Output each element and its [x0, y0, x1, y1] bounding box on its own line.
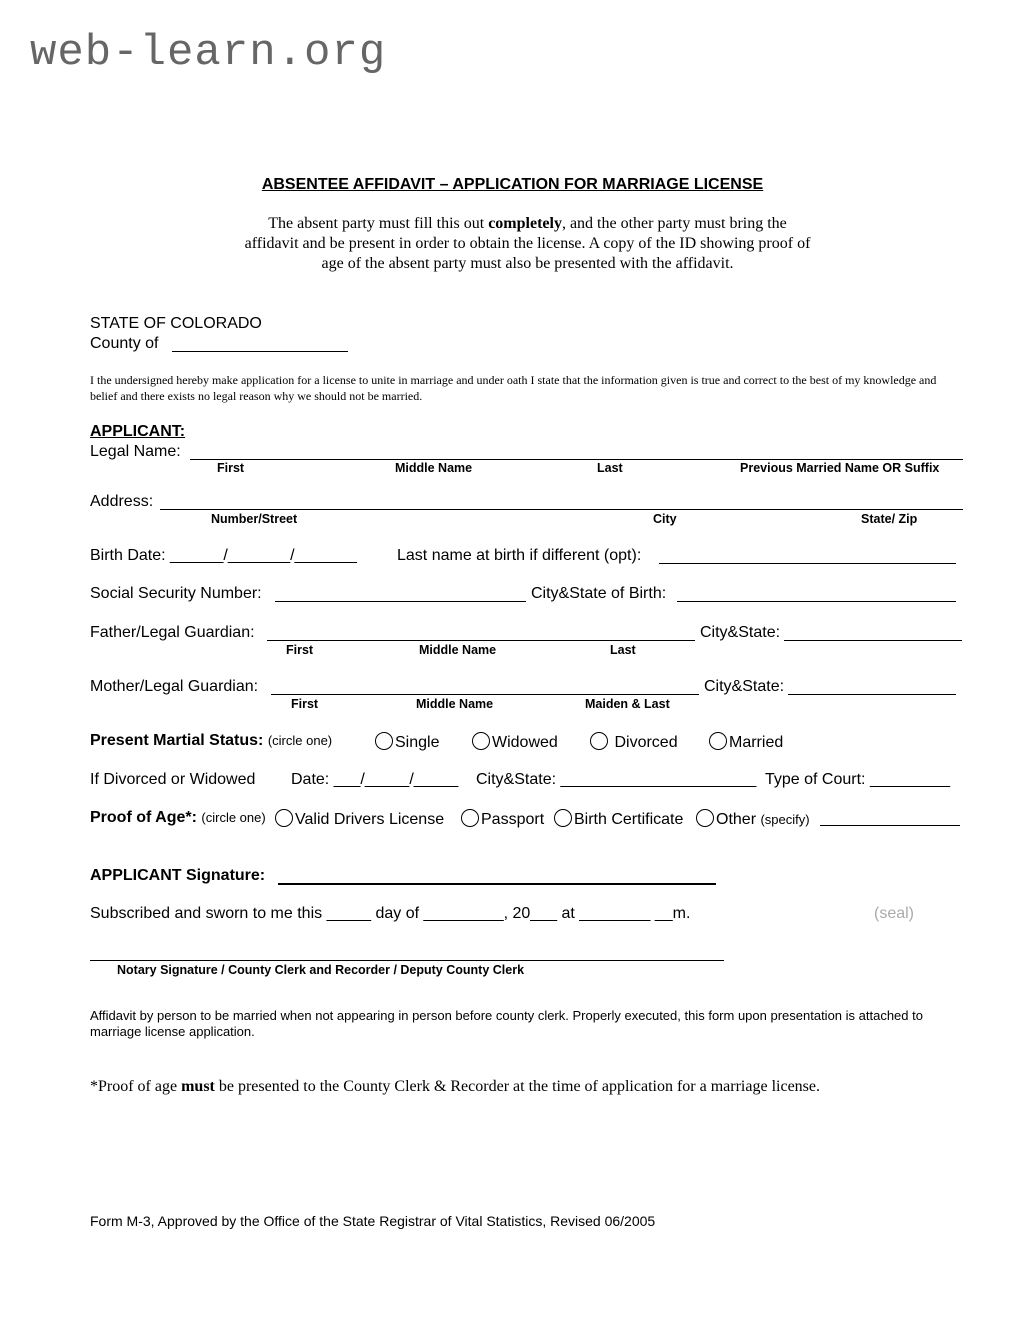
- seal-placeholder: (seal): [874, 905, 915, 922]
- proof-option-label: Passport: [481, 811, 545, 828]
- address-sub-city: City: [653, 512, 677, 526]
- radio-icon[interactable]: [590, 732, 608, 750]
- notary-signature-field[interactable]: [90, 960, 724, 961]
- proof-option-label: Other: [716, 811, 757, 828]
- mother-label: Mother/Legal Guardian:: [90, 678, 259, 695]
- form-title: ABSENTEE AFFIDAVIT – APPLICATION FOR MARRIAGE LICENSE: [261, 176, 764, 193]
- address-field[interactable]: [160, 509, 963, 510]
- proof-other-field[interactable]: [820, 825, 960, 826]
- radio-icon[interactable]: [375, 732, 393, 750]
- address-sub-street: Number/Street: [211, 512, 298, 526]
- birth-place-field[interactable]: [677, 601, 956, 602]
- father-sub-middle: Middle Name: [419, 643, 497, 657]
- marital-option-label: Single: [395, 734, 440, 751]
- proof-option-birth-certificate[interactable]: [554, 809, 683, 829]
- mother-sub-first: First: [291, 697, 319, 711]
- father-sub-first: First: [286, 643, 314, 657]
- intro-paragraph: [240, 214, 815, 274]
- proof-option-license[interactable]: [275, 809, 444, 829]
- marital-status-title: Present Martial Status:: [90, 732, 264, 749]
- radio-icon[interactable]: [472, 732, 490, 750]
- proof-note-text-1: *Proof of age: [90, 1078, 182, 1095]
- radio-icon[interactable]: [709, 732, 727, 750]
- proof-note-bold: must: [181, 1078, 215, 1095]
- proof-note-text-2: be presented to the County Clerk & Recorder at the time of application for a marriage license.: [214, 1078, 820, 1095]
- legal-name-field[interactable]: [190, 459, 963, 460]
- address-label: Address:: [90, 493, 154, 510]
- signature-field[interactable]: [278, 883, 716, 885]
- marital-option-single[interactable]: [375, 732, 439, 752]
- father-label: Father/Legal Guardian:: [90, 624, 255, 641]
- birth-date-label[interactable]: Birth Date: ______/_______/_______: [90, 547, 357, 564]
- intro-text-2: , and the other party must bring the affidavit and be present in order to obtain the license. A copy of the ID showing proof of age of the absent party must also be presented with the affidavit.: [244, 215, 811, 272]
- radio-icon[interactable]: [696, 809, 714, 827]
- radio-icon[interactable]: [554, 809, 572, 827]
- father-sub-last: Last: [610, 643, 636, 657]
- marital-option-divorced[interactable]: [590, 732, 678, 752]
- birth-place-label: City&State of Birth:: [531, 585, 667, 602]
- divorced-date[interactable]: Date: ___/_____/_____: [291, 771, 459, 788]
- legal-name-sub-first: First: [217, 461, 245, 475]
- sworn-line[interactable]: Subscribed and sworn to me this _____ day of _________, 20___ at ________ __m.: [90, 905, 691, 922]
- watermark: web-learn.org: [30, 28, 387, 78]
- marital-status-label: [90, 732, 332, 750]
- county-label: County of: [90, 335, 159, 352]
- divorced-label: If Divorced or Widowed: [90, 771, 256, 788]
- proof-title: Proof of Age*:: [90, 809, 197, 826]
- proof-hint: (circle one): [201, 810, 266, 825]
- proof-note: [90, 1078, 820, 1096]
- signature-label: APPLICANT Signature:: [90, 867, 266, 884]
- mother-city-state-field[interactable]: [788, 694, 956, 695]
- marital-option-label: Married: [729, 734, 784, 751]
- address-sub-statezip: State/ Zip: [861, 512, 918, 526]
- proof-option-passport[interactable]: [461, 809, 544, 829]
- marital-hint: (circle one): [267, 733, 333, 748]
- notary-label: Notary Signature / County Clerk and Recorder / Deputy County Clerk: [117, 963, 525, 977]
- intro-bold: completely: [488, 215, 562, 232]
- state-label: STATE OF COLORADO: [90, 315, 262, 332]
- marital-option-label: Divorced: [614, 734, 678, 751]
- applicant-heading: APPLICANT:: [90, 423, 186, 440]
- father-name-field[interactable]: [267, 640, 695, 641]
- ssn-label: Social Security Number:: [90, 585, 262, 602]
- affidavit-note: Affidavit by person to be married when not appearing in person before county clerk. Properly executed, this form upon presentation is attached to marriage license application.: [90, 1008, 923, 1039]
- proof-option-label: Birth Certificate: [574, 811, 684, 828]
- proof-label: [90, 809, 266, 827]
- proof-specify: (specify): [760, 812, 810, 827]
- form-footer: Form M-3, Approved by the Office of the State Registrar of Vital Statistics, Revised 06/2005: [90, 1213, 656, 1229]
- mother-sub-middle: Middle Name: [416, 697, 494, 711]
- last-name-birth-label: Last name at birth if different (opt):: [397, 547, 642, 564]
- legal-name-sub-last: Last: [597, 461, 623, 475]
- intro-text-1: The absent party must fill this out: [268, 215, 489, 232]
- marital-option-married[interactable]: [709, 732, 783, 752]
- mother-sub-maiden: Maiden & Last: [585, 697, 670, 711]
- father-city-state-label: City&State:: [700, 624, 781, 641]
- legal-name-sub-middle: Middle Name: [395, 461, 473, 475]
- county-field[interactable]: [172, 351, 348, 352]
- proof-option-label: Valid Drivers License: [295, 811, 445, 828]
- marital-option-label: Widowed: [492, 734, 558, 751]
- proof-option-other[interactable]: [696, 809, 810, 829]
- ssn-field[interactable]: [275, 601, 526, 602]
- divorced-city-state[interactable]: City&State: ______________________: [476, 771, 757, 788]
- marital-option-widowed[interactable]: [472, 732, 558, 752]
- mother-name-field[interactable]: [271, 694, 699, 695]
- radio-icon[interactable]: [461, 809, 479, 827]
- mother-city-state-label: City&State:: [704, 678, 785, 695]
- legal-name-sub-previous: Previous Married Name OR Suffix: [740, 461, 940, 475]
- legal-name-label: Legal Name:: [90, 443, 181, 460]
- radio-icon[interactable]: [275, 809, 293, 827]
- oath-paragraph: I the undersigned hereby make application for a license to unite in marriage and under oath I state that the information given is true and correct to the best of my knowledge and belief and there exists no legal reason why we should not be married.: [90, 373, 937, 403]
- father-city-state-field[interactable]: [784, 640, 962, 641]
- last-name-birth-field[interactable]: [659, 563, 956, 564]
- divorced-court[interactable]: Type of Court: _________: [765, 771, 951, 788]
